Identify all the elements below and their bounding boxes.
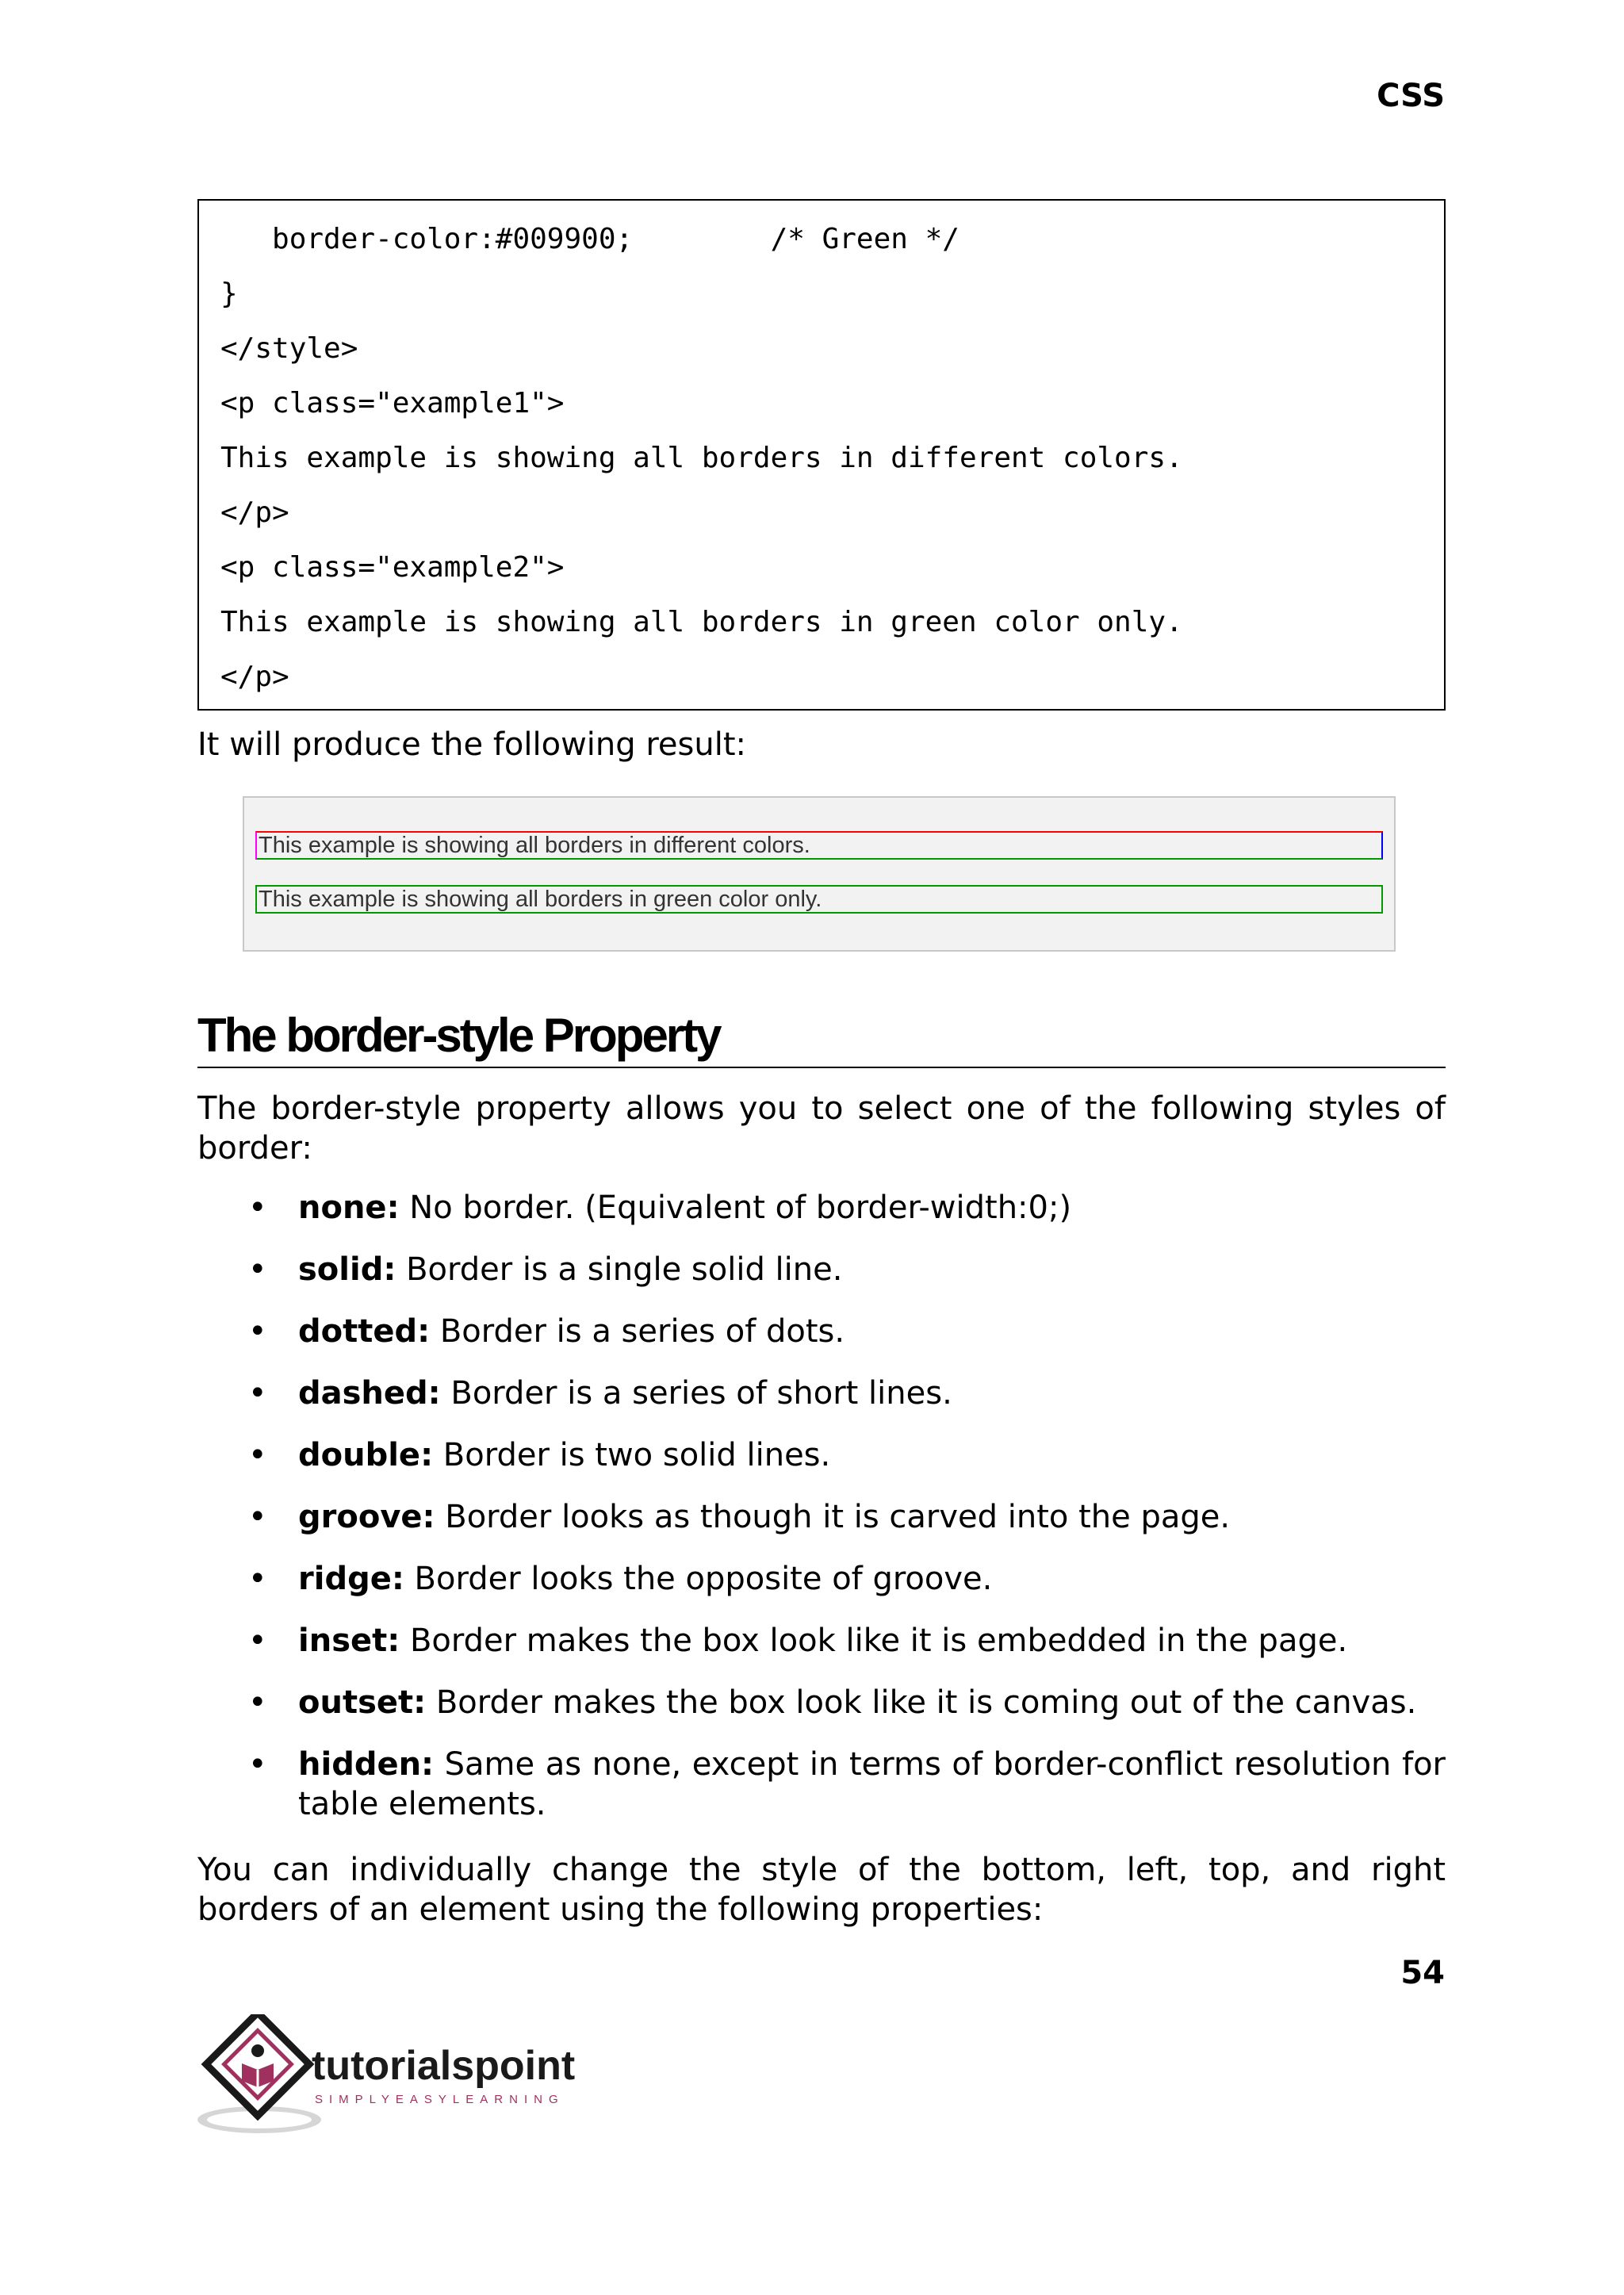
code-line: <p class="example1"> (220, 387, 565, 420)
result-example1: This example is showing all borders in different colors. (255, 831, 1383, 860)
list-term: hidden: (298, 1746, 435, 1783)
list-term: none: (298, 1190, 400, 1226)
code-line: border-color:#009900; /* Green */ (220, 223, 959, 255)
list-desc: Same as none, except in terms of border-conflict resolution for table elements. (298, 1746, 1446, 1822)
tutorialspoint-logo (197, 2014, 610, 2141)
list-desc: Border is a series of short lines. (450, 1375, 952, 1412)
section-outro: You can individually change the style of the bottom, left, top, and right borders of an element using the following properties: (197, 1852, 1446, 1928)
logo-wordmark-text: tutorialspoint (312, 2043, 576, 2089)
list-term: solid: (298, 1251, 396, 1288)
list-item (197, 1188, 1446, 1228)
list-term: dashed: (298, 1375, 441, 1412)
list-item (197, 1683, 1446, 1722)
code-line: } (220, 278, 238, 310)
list-item (197, 1250, 1446, 1289)
result-preview (243, 796, 1396, 952)
list-item (197, 1374, 1446, 1413)
result-intro: It will produce the following result: (197, 726, 746, 763)
code-line: </p> (220, 496, 289, 529)
list-item (197, 1312, 1446, 1351)
list-item (197, 1435, 1446, 1475)
list-term: ridge: (298, 1561, 404, 1597)
code-line: <p class="example2"> (220, 551, 565, 584)
border-style-list (197, 1188, 1446, 1824)
bullet-icon: • (248, 1190, 267, 1226)
bullet-icon: • (248, 1684, 267, 1721)
list-term: dotted: (298, 1313, 431, 1350)
logo-tagline (315, 2093, 565, 2106)
list-desc: Border is two solid lines. (442, 1437, 831, 1473)
logo-figure-head (251, 2044, 264, 2057)
list-term: inset: (298, 1623, 400, 1659)
logo-wordmark (312, 2043, 575, 2089)
section-heading: The border-style Property (197, 1010, 1446, 1068)
list-term: double: (298, 1437, 434, 1473)
bullet-icon: • (248, 1623, 267, 1659)
list-item (197, 1497, 1446, 1537)
bullet-icon: • (248, 1746, 267, 1783)
code-line: This example is showing all borders in green color only. (220, 606, 1183, 638)
list-desc: Border is a single solid line. (406, 1251, 843, 1288)
section-intro: The border-style property allows you to select one of the following styles of border: (197, 1090, 1446, 1167)
bullet-icon: • (248, 1561, 267, 1597)
bullet-icon: • (248, 1313, 267, 1350)
list-desc: Border looks as though it is carved into the page. (445, 1499, 1231, 1535)
list-desc: No border. (Equivalent of border-width:0;) (409, 1190, 1072, 1226)
bullet-icon: • (248, 1375, 267, 1412)
list-item (197, 1745, 1446, 1824)
result-example2: This example is showing all borders in green color only. (255, 885, 1383, 914)
code-line: </style> (220, 332, 358, 365)
list-item (197, 1559, 1446, 1599)
page-number: 54 (1400, 1955, 1445, 1991)
list-desc: Border looks the opposite of groove. (414, 1561, 993, 1597)
list-desc: Border is a series of dots. (439, 1313, 845, 1350)
list-desc: Border makes the box look like it is coming out of the canvas. (435, 1684, 1417, 1721)
code-line: This example is showing all borders in different colors. (220, 442, 1183, 474)
code-line: </p> (220, 661, 289, 693)
list-term: outset: (298, 1684, 427, 1721)
bullet-icon: • (248, 1499, 267, 1535)
code-block (197, 199, 1446, 711)
bullet-icon: • (248, 1437, 267, 1473)
logo-tagline-text: SIMPLYEASYLEARNING (315, 2093, 565, 2106)
list-desc: Border makes the box look like it is embedded in the page. (409, 1623, 1348, 1659)
bullet-icon: • (248, 1251, 267, 1288)
list-term: groove: (298, 1499, 435, 1535)
list-item (197, 1621, 1446, 1661)
header-label: CSS (1377, 78, 1445, 114)
